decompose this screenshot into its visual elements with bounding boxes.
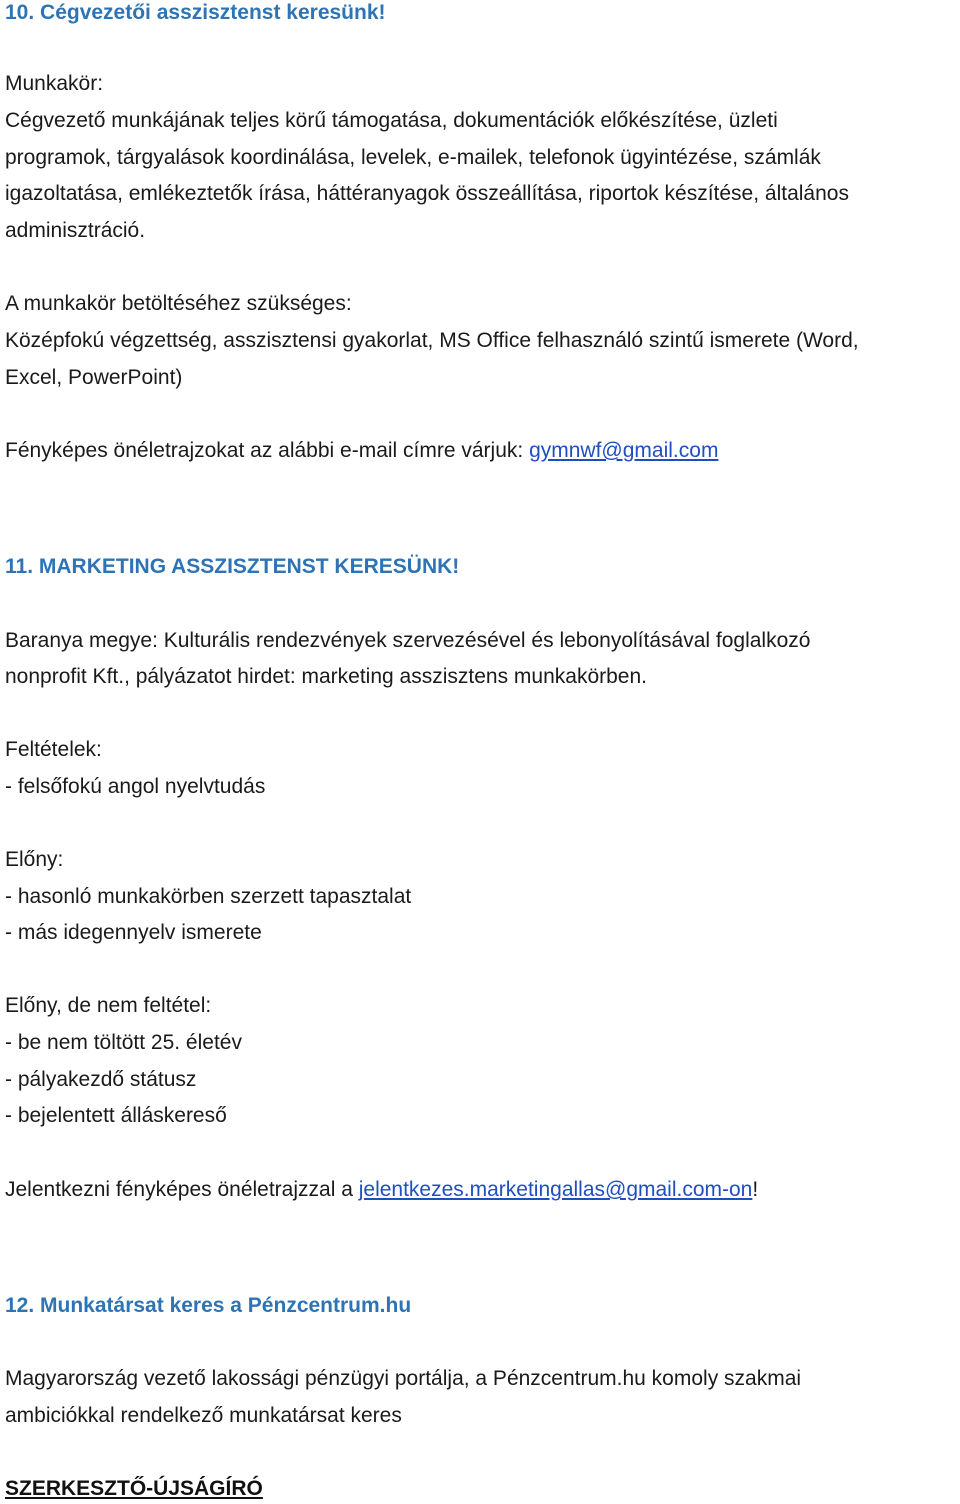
contact-prefix: Fényképes önéletrajzokat az alábbi e-mail címre várjuk: <box>5 439 530 462</box>
section-12-intro-line-1: Magyarország vezető lakossági pénzügyi portálja, a Pénzcentrum.hu komoly szakmai <box>5 1367 802 1390</box>
advantage-item-2: - más idegennyelv ismerete <box>5 921 262 944</box>
section-12-heading: 12. Munkatársat keres a Pénzcentrum.hu <box>5 1294 412 1317</box>
advantage-item-1: - hasonló munkakörben szerzett tapasztalat <box>5 885 412 908</box>
section-11-intro-line-2: nonprofit Kft., pályázatot hirdet: marketing asszisztens munkakörben. <box>5 665 647 688</box>
requirements-label: A munkakör betöltéséhez szükséges: <box>5 292 352 315</box>
advantage-not-required-label: Előny, de nem feltétel: <box>5 994 212 1017</box>
munkakor-line-2: programok, tárgyalások koordinálása, levelek, e-mailek, telefonok ügyintézése, számlák <box>5 146 821 169</box>
apply-line <box>5 1175 758 1205</box>
section-11-heading: 11. MARKETING ASSZISZTENST KERESÜNK! <box>5 555 460 578</box>
advantage-not-required-item-1: - be nem töltött 25. életév <box>5 1031 242 1054</box>
section-11-intro-line-1: Baranya megye: Kulturális rendezvények szervezésével és lebonyolításával foglalkozó <box>5 629 811 652</box>
munkakor-line-4: adminisztráció. <box>5 219 146 242</box>
section-10-heading: 10. Cégvezetői asszisztenst keresünk! <box>5 1 386 24</box>
advantage-label: Előny: <box>5 848 64 871</box>
requirements-line-1: Középfokú végzettség, asszisztensi gyakorlat, MS Office felhasználó szintű ismerete (Word, <box>5 329 859 352</box>
apply-email-link[interactable]: jelentkezes.marketingallas@gmail.com-on <box>358 1178 753 1201</box>
conditions-label: Feltételek: <box>5 738 102 761</box>
munkakor-line-3: igazoltatása, emlékeztetők írása, háttéranyagok összeállítása, riportok készítése, általános <box>5 182 849 205</box>
apply-prefix: Jelentkezni fényképes önéletrajzzal a <box>5 1178 359 1201</box>
advantage-not-required-item-3: - bejelentett álláskereső <box>5 1104 227 1127</box>
condition-item-1: - felsőfokú angol nyelvtudás <box>5 775 266 798</box>
apply-suffix: ! <box>752 1178 759 1201</box>
contact-line <box>5 436 718 466</box>
contact-email-link[interactable]: gymnwf@gmail.com <box>529 439 719 462</box>
munkakor-line-1: Cégvezető munkájának teljes körű támogatása, dokumentációk előkészítése, üzleti <box>5 109 778 132</box>
advantage-not-required-item-2: - pályakezdő státusz <box>5 1068 197 1091</box>
munkakor-label: Munkakör: <box>5 72 104 95</box>
requirements-line-2: Excel, PowerPoint) <box>5 366 183 389</box>
role-title: SZERKESZTŐ-ÚJSÁGÍRÓ <box>5 1477 263 1500</box>
section-12-intro-line-2: ambiciókkal rendelkező munkatársat keres <box>5 1404 402 1427</box>
